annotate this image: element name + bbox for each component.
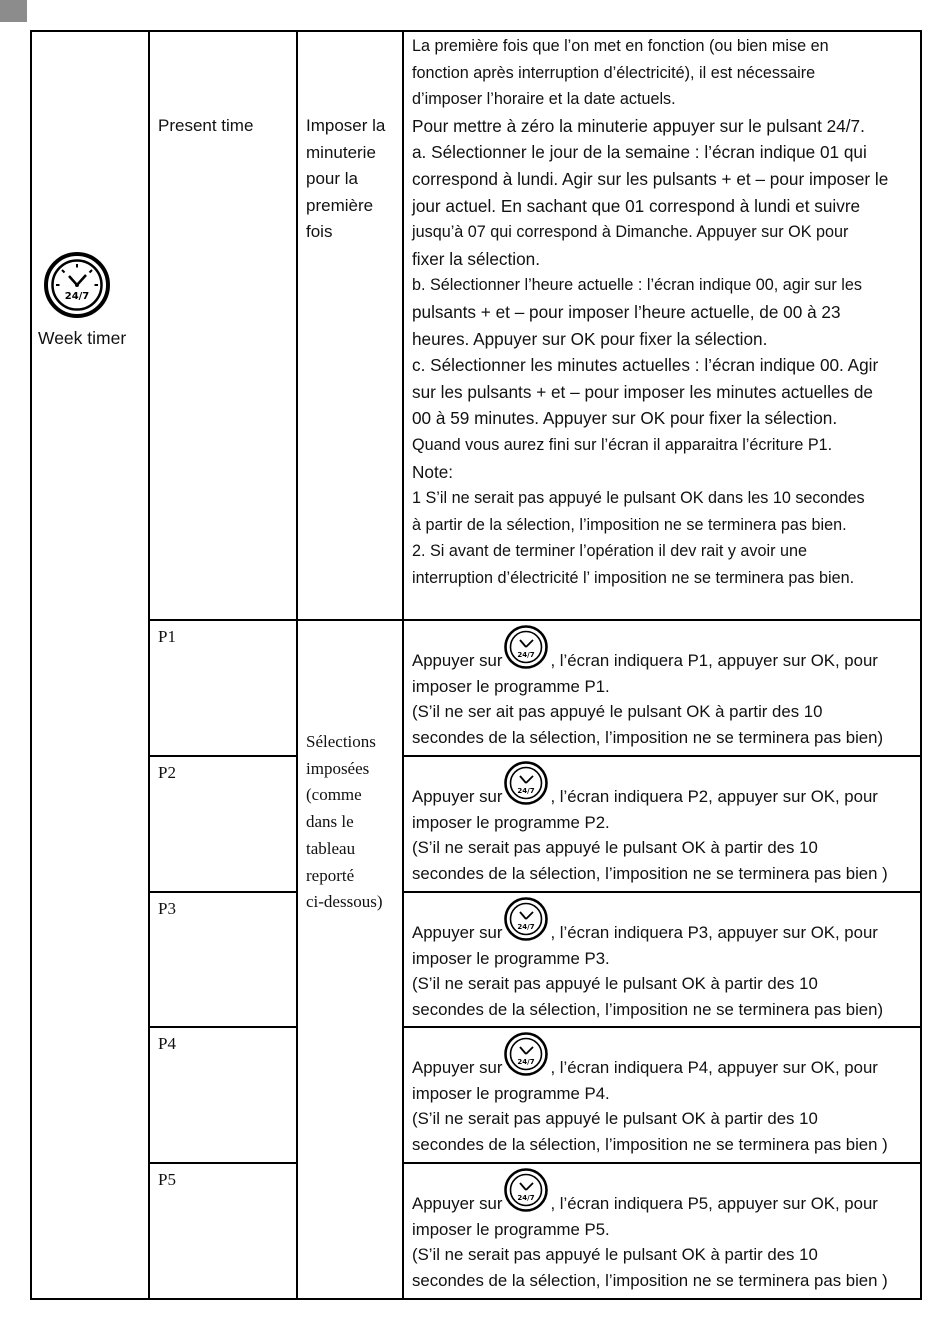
table-border-right xyxy=(920,30,922,1300)
description-line: c. Sélectionner les minutes actuelles : l’écran indique 00. Agir xyxy=(412,355,879,376)
row-divider-p4-left xyxy=(148,1162,296,1164)
program-line: , l’écran indiquera P5, appuyer sur OK, pour xyxy=(550,1194,878,1213)
description-line: fixer la sélection. xyxy=(412,248,541,269)
selections-line: imposées xyxy=(306,758,370,778)
table-border-top xyxy=(30,30,922,32)
set-timer-line: fois xyxy=(306,222,333,242)
program-id-p4: P4 xyxy=(158,1034,176,1053)
program-line: , l’écran indiquera P1, appuyer sur OK, pour xyxy=(550,651,878,670)
program-line: imposer le programme P4. xyxy=(412,1083,610,1103)
program-line: Appuyer sur xyxy=(412,787,503,806)
present-time-label: Present time xyxy=(158,116,254,135)
description-line: interruption d’électricité l’ imposition ne se terminera pas bien. xyxy=(412,568,855,587)
selections-line: Sélections xyxy=(306,732,376,751)
program-line: secondes de la sélection, l’imposition ne se terminera pas bien ) xyxy=(412,1271,888,1291)
selections-line: reporté xyxy=(306,865,355,885)
set-timer-line: première xyxy=(306,195,374,215)
clock-24-7-icon xyxy=(503,896,549,942)
table-border-left xyxy=(30,30,32,1300)
set-timer-line: Imposer la xyxy=(306,116,386,135)
program-line: imposer le programme P1. xyxy=(412,676,610,696)
set-timer-line: minuterie xyxy=(306,142,376,162)
clock-24-7-icon xyxy=(42,250,112,320)
table-border-bottom xyxy=(30,1298,922,1300)
row-divider-present-time xyxy=(148,619,922,621)
selections-line: (comme xyxy=(306,785,362,805)
description-line: 2. Si avant de terminer l’opération il dev rait y avoir une xyxy=(412,542,807,561)
program-line: , l’écran indiquera P4, appuyer sur OK, pour xyxy=(550,1058,878,1077)
row-divider-p1-left xyxy=(148,755,296,757)
description-line: sur les pulsants + et – pour imposer les minutes actuelles de xyxy=(412,381,873,402)
program-id-p3: P3 xyxy=(158,899,176,918)
program-line: Appuyer sur xyxy=(412,1058,503,1077)
description-line: 1 S’il ne serait pas appuyé le pulsant OK dans les 10 secondes xyxy=(412,489,865,508)
program-id-p1: P1 xyxy=(158,627,176,646)
description-line: 00 à 59 minutes. Appuyer sur OK pour fixer la sélection. xyxy=(412,408,838,429)
description-line: à partir de la sélection, l’imposition ne se terminera pas bien. xyxy=(412,515,847,534)
description-line: d’imposer l’horaire et la date actuels. xyxy=(412,90,676,109)
svg-text:24/7: 24/7 xyxy=(517,923,536,931)
imposed-selections-label xyxy=(306,729,382,916)
program-line: (S’il ne serait pas appuyé le pulsant OK à partir des 10 xyxy=(412,1109,818,1129)
svg-text:24/7: 24/7 xyxy=(517,651,536,659)
row-divider-p2-left xyxy=(148,891,296,893)
program-description-p2 xyxy=(412,760,917,887)
program-line: imposer le programme P2. xyxy=(412,812,610,832)
program-line: secondes de la sélection, l’imposition ne se terminera pas bien ) xyxy=(412,864,888,884)
program-id-p2: P2 xyxy=(158,763,176,782)
program-description-p5 xyxy=(412,1167,917,1294)
row-divider-p2-right xyxy=(402,891,922,893)
description-line: b. Sélectionner l’heure actuelle : l’écran indique 00, agir sur les xyxy=(412,276,862,295)
svg-text:24/7: 24/7 xyxy=(517,1194,536,1202)
program-line: imposer le programme P3. xyxy=(412,948,610,968)
program-line: , l’écran indiquera P3, appuyer sur OK, pour xyxy=(550,923,878,942)
column-divider-2 xyxy=(296,30,298,1300)
program-line: secondes de la sélection, l’imposition ne se terminera pas bien ) xyxy=(412,1135,888,1155)
program-line: Appuyer sur xyxy=(412,923,503,942)
program-line: secondes de la sélection, l’imposition ne se terminera pas bien) xyxy=(412,1000,884,1020)
clock-24-7-icon xyxy=(503,624,549,670)
svg-text:24/7: 24/7 xyxy=(64,291,90,302)
description-line: a. Sélectionner le jour de la semaine : l’écran indique 01 qui xyxy=(412,142,867,163)
program-description-p1 xyxy=(412,624,917,751)
selections-line: tableau xyxy=(306,838,356,858)
program-line: (S’il ne serait pas appuyé le pulsant OK à partir des 10 xyxy=(412,1245,818,1265)
column-divider-3 xyxy=(402,30,404,1300)
selections-line: dans le xyxy=(306,812,354,832)
description-line: jusqu’à 07 qui correspond à Dimanche. Appuyer sur OK pour xyxy=(412,223,849,242)
program-id-p5: P5 xyxy=(158,1170,176,1189)
week-timer-label: Week timer xyxy=(38,328,127,348)
column-divider-1 xyxy=(148,30,150,1300)
program-line: secondes de la sélection, l’imposition ne se terminera pas bien) xyxy=(412,728,884,748)
set-timer-line: pour la xyxy=(306,169,358,189)
description-line: La première fois que l’on met en fonction (ou bien mise en xyxy=(412,37,829,55)
row-divider-p4-right xyxy=(402,1162,922,1164)
description-line: correspond à lundi. Agir sur les pulsants + et – pour imposer le xyxy=(412,168,889,189)
clock-24-7-icon xyxy=(503,760,549,806)
description-line: Quand vous aurez fini sur l’écran il apparaitra l’écriture P1. xyxy=(412,435,833,454)
description-line: jour actuel. En sachant que 01 correspond à lundi et suivre xyxy=(412,195,861,216)
program-line: (S’il ne serait pas appuyé le pulsant OK à partir des 10 xyxy=(412,838,818,858)
program-line: Appuyer sur xyxy=(412,1194,503,1213)
program-description-p4 xyxy=(412,1031,917,1158)
svg-text:24/7: 24/7 xyxy=(517,787,536,795)
row-divider-p3-right xyxy=(402,1026,922,1028)
row-divider-p1-right xyxy=(402,755,922,757)
program-description-p3 xyxy=(412,896,917,1023)
svg-text:24/7: 24/7 xyxy=(517,1058,536,1066)
description-line: pulsants + et – pour imposer l’heure actuelle, de 00 à 23 xyxy=(412,301,841,322)
program-line: , l’écran indiquera P2, appuyer sur OK, pour xyxy=(550,787,878,806)
description-line: heures. Appuyer sur OK pour fixer la sélection. xyxy=(412,328,768,349)
program-line: (S’il ne serait pas appuyé le pulsant OK à partir des 10 xyxy=(412,974,818,994)
present-time-description xyxy=(412,33,917,591)
set-timer-first-time-label xyxy=(306,113,385,246)
clock-24-7-icon xyxy=(503,1167,549,1213)
row-divider-p3-left xyxy=(148,1026,296,1028)
description-line: Note: xyxy=(412,461,454,482)
description-line: Pour mettre à zéro la minuterie appuyer sur le pulsant 24/7. xyxy=(412,115,865,136)
selections-line: ci-dessous) xyxy=(306,892,383,912)
clock-24-7-icon xyxy=(503,1031,549,1077)
program-line: Appuyer sur xyxy=(412,651,503,670)
description-line: fonction après interruption d’électricité), il est nécessaire xyxy=(412,63,816,82)
program-line: (S’il ne ser ait pas appuyé le pulsant OK à partir des 10 xyxy=(412,702,823,722)
program-line: imposer le programme P5. xyxy=(412,1219,610,1239)
